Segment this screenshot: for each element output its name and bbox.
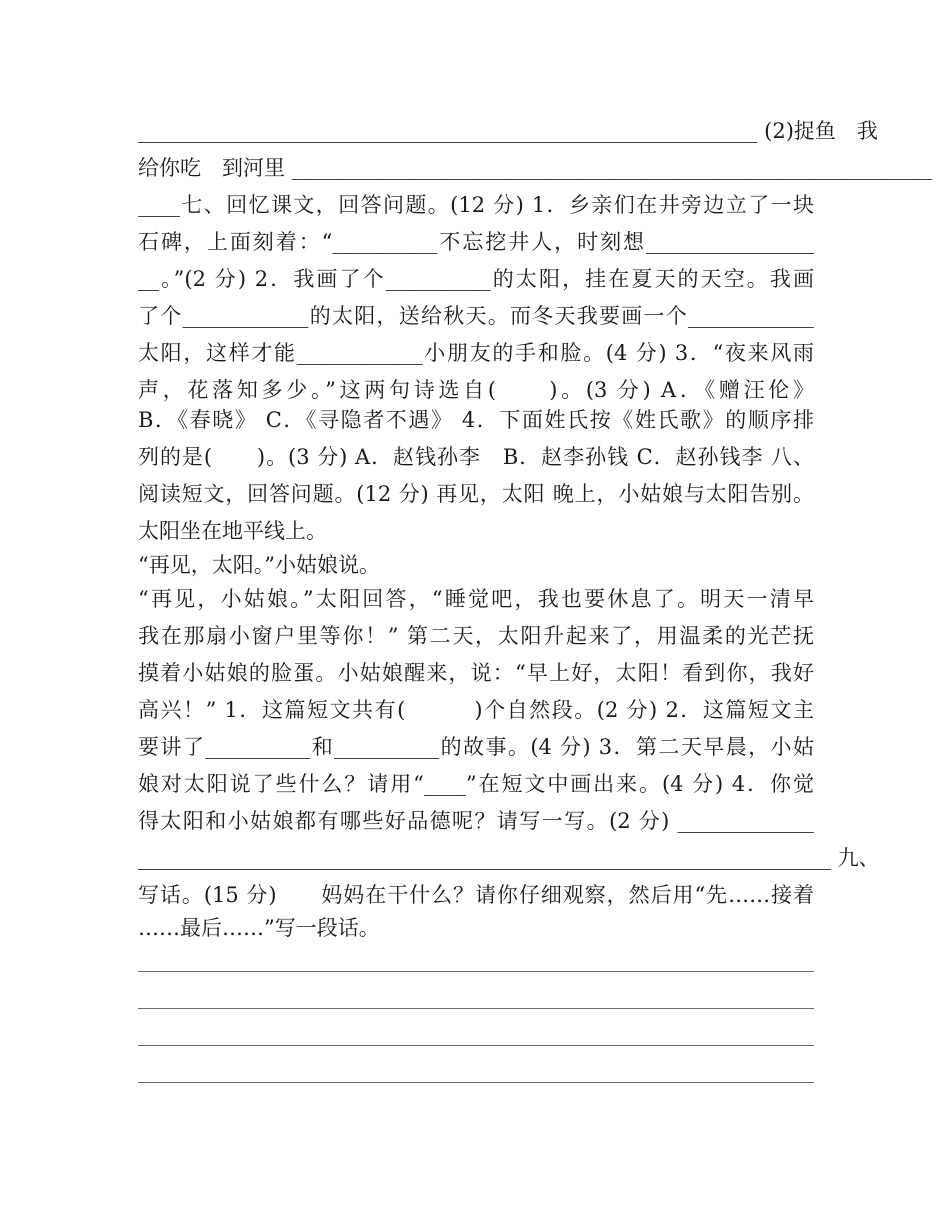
text-line: 声，花落知多少。”这两句诗选自( )。(3 分) A．《赠汪伦》: [138, 378, 814, 402]
text-line: 了个____________的太阳，送给秋天。而冬天我要画一个____________: [138, 304, 814, 328]
answer-line: [138, 1045, 814, 1046]
text-line: B．《春晓》 C．《寻隐者不遇》 4．下面姓氏按《姓氏歌》的顺序排: [138, 408, 814, 432]
text-line: 写话。(15 分) 妈妈在干什么？请你仔细观察，然后用“先……接着: [138, 883, 814, 907]
text-line: ……最后……”写一段话。: [138, 916, 380, 940]
answer-line: [138, 971, 814, 972]
text-line: 要讲了__________和__________的故事。(4 分) 3．第二天早晨，小姑: [138, 735, 814, 759]
text-line: 得太阳和小姑娘都有哪些好品德呢？请写一写。(2 分) _____________: [138, 809, 814, 833]
text-line: 给你吃 到河里 _____________________________________________________________: [138, 156, 933, 180]
text-line: “再见，小姑娘。”太阳回答，“睡觉吧，我也要休息了。明天一清早: [138, 587, 814, 611]
text-line: 高兴！” 1．这篇短文共有( )个自然段。(2 分) 2．这篇短文主: [138, 698, 814, 722]
text-line: “再见，太阳。”小姑娘说。: [138, 553, 380, 577]
text-line: 石碑，上面刻着：“__________不忘挖井人，时刻想________________: [138, 230, 814, 254]
text-line: 娘对太阳说了些什么？请用“____”在短文中画出来。(4 分) 4．你觉: [138, 772, 814, 796]
text-line: 太阳坐在地平线上。: [138, 519, 327, 543]
text-line: ___________________________________________________________ (2)捉鱼 我: [138, 119, 878, 143]
text-line: __。”(2 分) 2．我画了个__________的太阳，挂在夏天的天空。我画: [138, 267, 814, 291]
answer-line: [138, 1082, 814, 1083]
text-line: 摸着小姑娘的脸蛋。小姑娘醒来，说：“早上好，太阳！看到你，我好: [138, 661, 814, 685]
text-line: 太阳，这样才能____________小朋友的手和脸。(4 分) 3．“夜来风雨: [138, 341, 814, 365]
answer-line: [138, 1008, 814, 1009]
text-line: __________________________________________________________________ 九、: [138, 846, 880, 870]
text-line: 阅读短文，回答问题。(12 分) 再见，太阳 晚上，小姑娘与太阳告别。: [138, 482, 814, 506]
text-line: ____七、回忆课文，回答问题。(12 分) 1．乡亲们在井旁边立了一块: [138, 193, 814, 217]
text-line: 列的是( )。(3 分) A．赵钱孙李 B．赵李孙钱 C．赵孙钱李 八、: [138, 445, 814, 469]
text-line: 我在那扇小窗户里等你！” 第二天，太阳升起来了，用温柔的光芒抚: [138, 624, 814, 648]
